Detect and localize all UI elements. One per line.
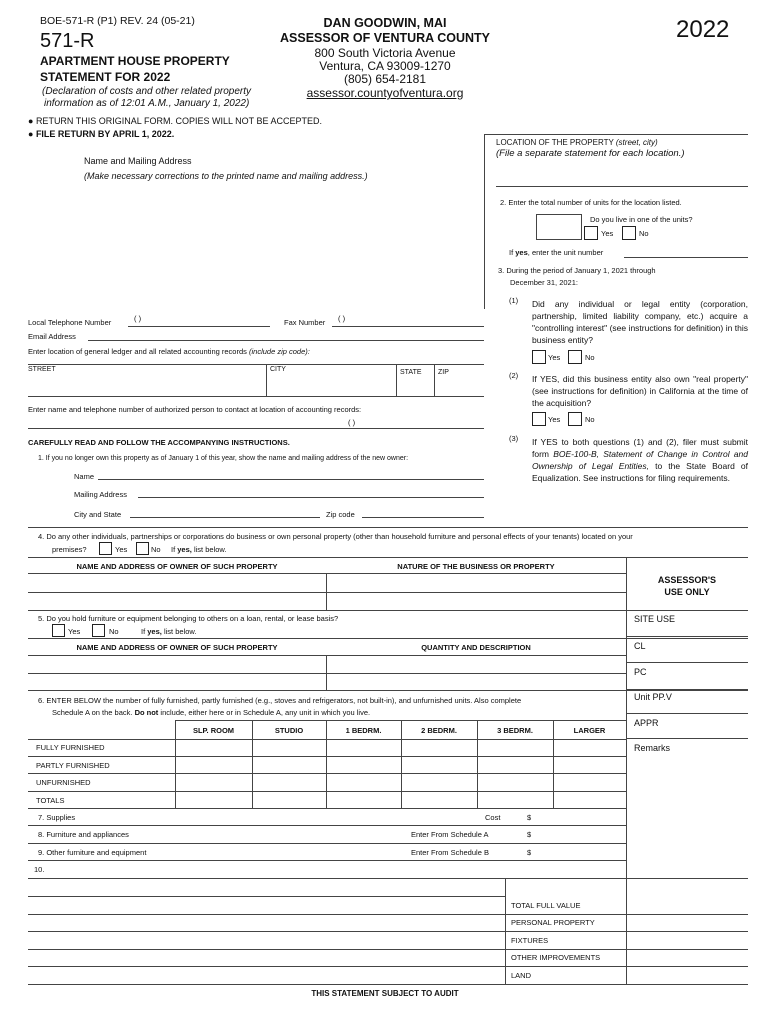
phone-paren: ( ) (134, 314, 142, 323)
q5-owner-input-2[interactable] (28, 674, 326, 690)
q1-name-label: Name (74, 472, 95, 481)
form-number: 571-R (40, 30, 95, 52)
audit-footer: THIS STATEMENT SUBJECT TO AUDIT (311, 989, 459, 998)
q6-row-partly-furnished: PARTLY FURNISHED (36, 761, 110, 770)
address-grid-bottom (28, 396, 484, 397)
q7-rule (28, 825, 626, 826)
q3-2-yes-label: Yes (548, 415, 561, 424)
assessor-rule3 (626, 689, 748, 690)
q4-if-yes (171, 545, 226, 554)
live-yes-label: Yes (601, 229, 614, 238)
blank-row-rule3 (28, 931, 505, 932)
q6-col-3-bedrm: 3 BEDRM. (497, 726, 533, 735)
live-in-unit-question: Do you live in one of the units? (590, 215, 693, 224)
assessor-box-left (626, 557, 627, 878)
street-field-label: STREET (28, 366, 56, 373)
q5-yes-bold: yes, (147, 627, 162, 636)
q4-yes-bold: yes, (177, 545, 192, 554)
totals-land: LAND (511, 971, 532, 980)
q8-label: 8. Furniture and appliances (38, 830, 129, 839)
phone-input[interactable] (128, 326, 270, 327)
q8-rule (28, 843, 626, 844)
assessor-appr: APPR (634, 718, 659, 728)
q3-1-text: Did any individual or legal entity (corporation, partnership, limited liability company, etc.) acquire a "controlling interest" (see instructions for definition) in this business entity? (532, 299, 748, 345)
location-label-hint: (street, city) (615, 138, 658, 147)
location-input-line[interactable] (496, 186, 748, 187)
q7-cost-input[interactable] (540, 809, 626, 825)
phone-label: Local Telephone Number (28, 318, 112, 327)
q5-quantity-input-2[interactable] (327, 674, 626, 690)
q9-cost-input[interactable] (540, 844, 626, 860)
q10-input[interactable] (48, 861, 626, 878)
q3-3-number: (3) (509, 434, 519, 443)
q2-label: 2. Enter the total number of units for the location listed. (500, 198, 682, 207)
q6-row-unfurnished: UNFURNISHED (36, 778, 91, 787)
q1-zip-label: Zip code (326, 510, 355, 519)
fax-paren: ( ) (338, 314, 346, 323)
location-box-top (484, 134, 748, 135)
assessor-pc: PC (634, 667, 647, 677)
live-no-label: No (639, 229, 649, 238)
assessor-cl: CL (634, 641, 646, 651)
q3-label-line2: December 31, 2021: (510, 278, 578, 287)
assessor-site-use: SITE USE (634, 614, 676, 624)
q6-do-not: Do not (134, 708, 159, 717)
unit-number-label (509, 248, 603, 257)
live-no-checkbox[interactable] (622, 226, 636, 240)
q3-3-text-a: If YES to both questions (1) and (2), filer must submit form (532, 437, 748, 459)
q1-mailing-input[interactable] (138, 497, 484, 498)
q5-if: If (141, 627, 148, 636)
q5-yes-checkbox[interactable] (52, 624, 65, 637)
q3-2-yes-checkbox[interactable] (532, 412, 546, 426)
q5-if-yes (141, 627, 196, 636)
assessor-phone: (805) 654-2181 (343, 72, 427, 86)
totals-personal-property: PERSONAL PROPERTY (511, 918, 595, 927)
q3-3-text-b: to the State Board of Equalization. See instructions for filing requirements. (532, 461, 748, 483)
state-field-label: STATE (400, 369, 422, 376)
q3-1-number: (1) (509, 296, 519, 305)
form-code: BOE-571-R (P1) REV. 24 (05-21) (40, 15, 195, 27)
totals-bottom (28, 984, 748, 985)
q3-1-no-label: No (585, 353, 595, 362)
q5-table-top (28, 638, 748, 639)
q10-rule (28, 878, 748, 879)
q4-table-bottom (28, 610, 748, 611)
fax-label: Fax Number (284, 318, 326, 327)
blank-row-rule2 (28, 914, 505, 915)
fax-input[interactable] (332, 326, 484, 327)
q3-3-text (532, 436, 748, 484)
notice-return-original: ● RETURN THIS ORIGINAL FORM. COPIES WILL NOT BE ACCEPTED. (28, 116, 322, 126)
blank-row-rule1 (28, 896, 505, 897)
blank-row-rule4 (28, 949, 505, 950)
q6-text-line2 (52, 708, 370, 717)
q8-cost-input[interactable] (540, 826, 626, 843)
q8-dollar: $ (527, 830, 532, 839)
location-note: (File a separate statement for each location.) (496, 148, 685, 159)
left-block-divider (484, 134, 485, 309)
q6-row-line2 (28, 773, 626, 774)
location-label-text: LOCATION OF THE PROPERTY (496, 138, 614, 147)
q6-row-line4 (28, 808, 626, 809)
q4-col-owner: NAME AND ADDRESS OF OWNER OF SUCH PROPERTY (76, 562, 278, 571)
q1-city-input[interactable] (130, 517, 320, 518)
q4-top-rule (28, 527, 748, 528)
q5-owner-input-1[interactable] (28, 656, 326, 673)
assessor-use-title1: ASSESSOR'S (657, 575, 717, 585)
q4-text-line2 (52, 545, 87, 554)
q4-no-label: No (151, 545, 161, 554)
q6-header-bottom (28, 739, 626, 740)
q1-city-label: City and State (74, 510, 122, 519)
totals-other-improvements: OTHER IMPROVEMENTS (511, 953, 601, 962)
totals-total-full-value: TOTAL FULL VALUE (511, 901, 581, 910)
totals-rule1 (505, 914, 748, 915)
q6-col-2-bedrm: 2 BEDRM. (421, 726, 457, 735)
q5-col-owner: NAME AND ADDRESS OF OWNER OF SUCH PROPERTY (76, 643, 278, 652)
unit-if: If (509, 248, 516, 257)
unit-suffix: , enter the unit number (527, 248, 604, 257)
q3-1-no-checkbox[interactable] (568, 350, 582, 364)
q5-list-below: list below. (161, 627, 197, 636)
q4-owner-input-1[interactable] (28, 574, 326, 592)
location-label (496, 138, 658, 147)
q4-nature-input-2[interactable] (327, 593, 626, 610)
q4-text-line1: 4. Do any other individuals, partnerships or corporations do business or own personal property (other than household furniture and personal effects of your tenants) located on your (38, 532, 633, 541)
q8-schedule-label: Enter From Schedule A (411, 830, 489, 839)
form-title-line2: STATEMENT FOR 2022 (40, 70, 171, 84)
q3-1-yes-label: Yes (548, 353, 561, 362)
totals-rule4 (505, 966, 748, 967)
city-input[interactable] (267, 376, 396, 396)
form-year: 2022 (676, 16, 730, 43)
q4-if: If (171, 545, 178, 554)
q4-no-checkbox[interactable] (136, 542, 149, 555)
ledger-label-text: Enter location of general ledger and all related accounting records (28, 347, 247, 356)
q5-col-quantity: QUANTITY AND DESCRIPTION (421, 643, 531, 652)
units-total-field[interactable] (536, 214, 582, 240)
q6-col-larger: LARGER (573, 726, 606, 735)
ledger-label (28, 347, 310, 356)
assessor-rule4 (626, 713, 748, 714)
assessor-use-title2: USE ONLY (664, 587, 710, 597)
q5-no-label: No (109, 627, 119, 636)
q4-premises-text: premises? (52, 545, 87, 554)
contact-label: Enter name and telephone number of authorized person to contact at location of accounting records: (28, 405, 362, 414)
assessor-rule2 (626, 662, 748, 663)
notice-return-original-text: RETURN THIS ORIGINAL FORM. COPIES WILL NOT BE ACCEPTED. (35, 116, 322, 126)
totals-rule3 (505, 949, 748, 950)
q3-2-number: (2) (509, 371, 519, 380)
q4-yes-label: Yes (115, 545, 128, 554)
q10-label: 10. (34, 865, 45, 874)
q4-owner-input-2[interactable] (28, 593, 326, 610)
q9-dollar: $ (527, 848, 532, 857)
q4-yes-checkbox[interactable] (99, 542, 112, 555)
q3-2-no-label: No (585, 415, 595, 424)
q5-quantity-input-1[interactable] (327, 656, 626, 673)
blank-row-rule5 (28, 966, 505, 967)
street-input[interactable] (28, 376, 266, 396)
q3-label-line1: 3. During the period of January 1, 2021 through (498, 266, 656, 275)
q6-col-studio: STUDIO (274, 726, 304, 735)
q7-label: 7. Supplies (38, 813, 76, 822)
assessor-name: DAN GOODWIN, MAI (323, 16, 447, 30)
unit-number-input[interactable] (624, 257, 748, 258)
declaration-line2: information as of 12:01 A.M., January 1, 2022) (44, 98, 250, 109)
email-label: Email Address (28, 332, 76, 341)
name-mailing-label: Name and Mailing Address (84, 156, 192, 166)
contact-paren: ( ) (348, 418, 356, 427)
corrections-note: (Make necessary corrections to the printed name and mailing address.) (84, 171, 368, 181)
contact-input[interactable] (28, 428, 484, 429)
q6-row-fully-furnished: FULLY FURNISHED (36, 743, 105, 752)
ledger-label-hint: (include zip code): (248, 347, 310, 356)
assessor-rule1 (626, 636, 748, 637)
zip-input[interactable] (435, 380, 484, 396)
q4-col-nature: NATURE OF THE BUSINESS OR PROPERTY (397, 562, 555, 571)
q7-cost-label: Cost (485, 813, 501, 822)
q5-text: 5. Do you hold furniture or equipment belonging to others on a loan, rental, or lease basis? (38, 614, 339, 623)
q4-nature-input-1[interactable] (327, 574, 626, 592)
notice-file-return: ● FILE RETURN BY APRIL 1, 2022. (28, 129, 175, 139)
q6-col-slp-room: SLP. ROOM (192, 726, 235, 735)
q6-exclude: include, either here or in Schedule A, any unit in which you live. (158, 708, 371, 717)
q6-row-line1 (28, 756, 626, 757)
q1-mailing-label: Mailing Address (74, 490, 127, 499)
q5-table-bottom (28, 690, 748, 691)
address-grid-top (28, 364, 484, 365)
live-yes-checkbox[interactable] (584, 226, 598, 240)
form-title-line1: APARTMENT HOUSE PROPERTY (40, 54, 230, 68)
city-field-label: CITY (270, 366, 286, 373)
assessor-unit: Unit PP.V (634, 692, 672, 702)
q5-yes-label: Yes (68, 627, 81, 636)
q6-row-line3 (28, 791, 626, 792)
zip-field-label: ZIP (438, 369, 449, 376)
q7-dollar: $ (527, 813, 532, 822)
notice-file-return-text: FILE RETURN BY APRIL 1, 2022. (35, 129, 175, 139)
totals-rule2 (505, 931, 748, 932)
q6-row-totals: TOTALS (36, 796, 65, 805)
q1-name-input[interactable] (98, 479, 484, 480)
assessor-rule5 (626, 738, 748, 739)
q4-table-top (28, 557, 748, 558)
assessor-address-line1: 800 South Victoria Avenue (314, 46, 456, 60)
q3-2-no-checkbox[interactable] (568, 412, 582, 426)
q5-no-checkbox[interactable] (92, 624, 105, 637)
q6-schedule-a: Schedule A on the back. (52, 708, 135, 717)
unit-yes-bold: yes (515, 248, 528, 257)
email-input[interactable] (88, 340, 484, 341)
q6-col-1-bedrm: 1 BEDRM. (345, 726, 382, 735)
q1-label: 1. If you no longer own this property as of January 1 of this year, show the name and mailing address of the new owner: (38, 455, 409, 462)
q1-zip-input[interactable] (362, 517, 484, 518)
totals-fixtures: FIXTURES (511, 936, 549, 945)
q6-text-line1: 6. ENTER BELOW the number of fully furnished, partly furnished (e.g., stoves and refrigerators, not built-in), and unfurnished units. Also complete (38, 696, 522, 705)
instructions-heading: CAREFULLY READ AND FOLLOW THE ACCOMPANYING INSTRUCTIONS. (28, 438, 290, 447)
q3-2-text: If YES, did this business entity also own "real property" (see instructions for definition) in California at the time of the acquisition? (532, 374, 748, 408)
q9-label: 9. Other furniture and equipment (38, 848, 147, 857)
assessor-title: ASSESSOR OF VENTURA COUNTY (280, 31, 490, 45)
q9-schedule-label: Enter From Schedule B (411, 848, 489, 857)
q3-1-yes-checkbox[interactable] (532, 350, 546, 364)
assessor-address-line2: Ventura, CA 93009-1270 (319, 59, 451, 73)
q3-3-form-name: BOE-100-B, Statement of Change in Control and Ownership of Legal Entities, (532, 449, 748, 471)
assessor-website-link[interactable]: assessor.countyofventura.org (306, 86, 464, 100)
state-input[interactable] (397, 380, 434, 396)
assessor-remarks: Remarks (634, 743, 671, 753)
declaration-line1: (Declaration of costs and other related property (42, 86, 251, 97)
q4-list-below: list below. (191, 545, 227, 554)
